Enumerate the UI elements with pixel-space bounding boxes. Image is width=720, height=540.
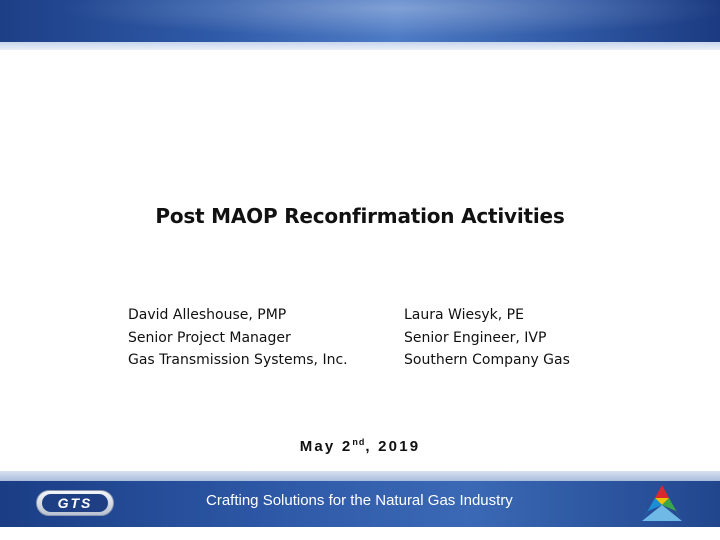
top-stripe [0, 42, 720, 50]
date-suffix: nd [352, 437, 366, 447]
top-banner [0, 0, 720, 42]
presenter-organization: Southern Company Gas [404, 352, 570, 368]
presenter-organization: Gas Transmission Systems, Inc. [128, 352, 348, 368]
footer-stripe [0, 471, 720, 481]
presenter-left [128, 304, 348, 372]
footer-bottom [0, 527, 720, 540]
presenter-role: Senior Engineer, IVP [404, 329, 547, 346]
emblem-base-segment [642, 505, 682, 521]
presenter-role: Senior Project Manager [128, 329, 291, 346]
emblem-red-segment [655, 485, 669, 498]
gts-logo-text: GTS [57, 495, 93, 511]
presenter-name: David Alleshouse, PMP [128, 307, 287, 323]
presenter-name: Laura Wiesyk, PE [404, 307, 524, 323]
date-year: , 2019 [365, 438, 421, 455]
footer-tagline: Crafting Solutions for the Natural Gas Industry [206, 492, 513, 509]
tri-color-triangle-icon [640, 483, 684, 523]
presenter-right [404, 304, 570, 372]
gts-logo [36, 490, 114, 516]
gts-logo-badge [42, 494, 108, 512]
presentation-date [0, 437, 720, 455]
slide-title: Post MAOP Reconfirmation Activities [155, 204, 565, 228]
date-month-day: May 2 [299, 438, 353, 455]
